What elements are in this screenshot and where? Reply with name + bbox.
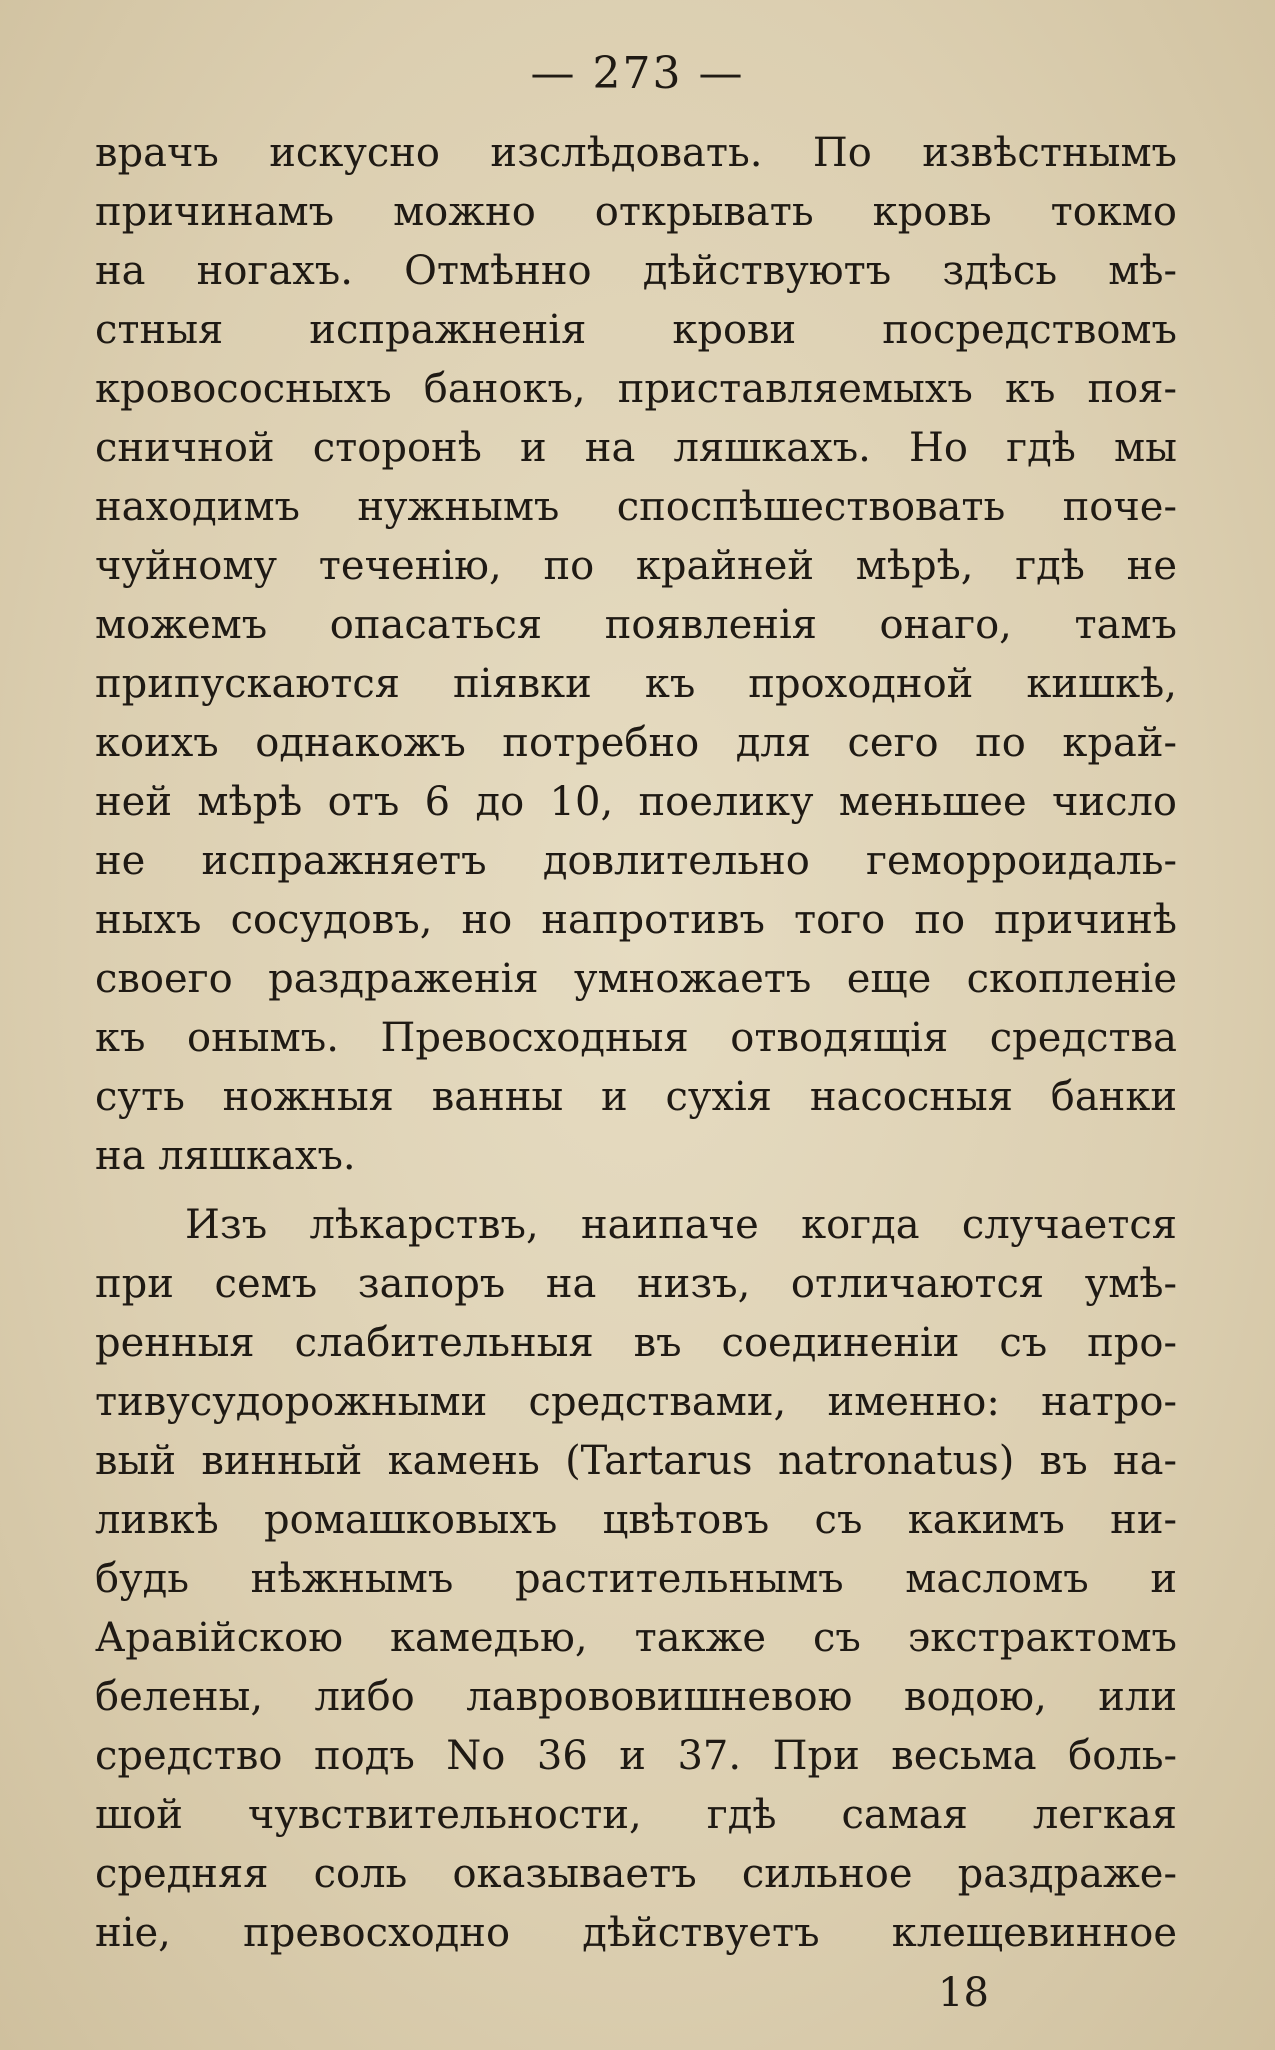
paragraph-break [95,1186,1177,1196]
text-line: шой чувствительности, гдѣ самая легкая [95,1792,1177,1838]
text-line: ней мѣрѣ отъ 6 до 10, поелику меньшее число [95,779,1177,825]
page-number-header: — 273 — [530,48,745,99]
body-text [95,124,1177,1963]
text-line: находимъ нужнымъ споспѣшествовать поче- [95,484,1177,530]
text-line: можемъ опасаться появленія онаго, тамъ [95,602,1177,648]
text-line: суть ножныя ванны и сухія насосныя банки [95,1074,1177,1120]
text-line: кровососныхъ банокъ, приставляемыхъ къ поя- [95,366,1177,412]
text-line: ніе, превосходно дѣйствуетъ клещевинное [95,1910,1177,1956]
text-line: на ляшкахъ. [95,1133,356,1179]
text-line: Аравійскою камедью, также съ экстрактомъ [95,1615,1177,1661]
text-line: средство подъ No 36 и 37. При весьма боль- [95,1733,1177,1779]
text-line: коихъ однакожъ потребно для сего по край- [95,720,1177,766]
text-line: врачъ искусно изслѣдовать. По извѣстнымъ [95,130,1177,176]
text-line: при семъ запоръ на низъ, отличаются умѣ- [95,1261,1177,1307]
text-line: вый винный камень (Tartarus natronatus) въ на- [95,1438,1177,1484]
text-line: будь нѣжнымъ растительнымъ масломъ и [95,1556,1177,1602]
text-line: белены, либо лаврововишневою водою, или [95,1674,1177,1720]
text-line: тивусудорожными средствами, именно: натро- [95,1379,1177,1425]
text-line: стныя испражненія крови посредствомъ [95,307,1177,353]
text-line: причинамъ можно открывать кровь токмо [95,189,1177,235]
text-line: своего раздраженія умножаетъ еще скопленіе [95,956,1177,1002]
text-line: на ногахъ. Отмѣнно дѣйствуютъ здѣсь мѣ- [95,248,1177,294]
text-line: средняя соль оказываетъ сильное раздраже- [95,1851,1177,1897]
text-line: не испражняетъ довлительно геморроидаль- [95,838,1177,884]
text-line: сничной сторонѣ и на ляшкахъ. Но гдѣ мы [95,425,1177,471]
text-line: чуйному теченію, по крайней мѣрѣ, гдѣ не [95,543,1177,589]
text-line: къ онымъ. Превосходныя отводящія средства [95,1015,1177,1061]
text-line: ливкѣ ромашковыхъ цвѣтовъ съ какимъ ни- [95,1497,1177,1543]
signature-mark: 18 [938,1970,989,2016]
text-line: припускаются піявки къ проходной кишкѣ, [95,661,1177,707]
text-line: Изъ лѣкарствъ, наипаче когда случается [185,1202,1177,1248]
text-line: ныхъ сосудовъ, но напротивъ того по причинѣ [95,897,1177,943]
text-line: ренныя слабительныя въ соединеніи съ про- [95,1320,1177,1366]
